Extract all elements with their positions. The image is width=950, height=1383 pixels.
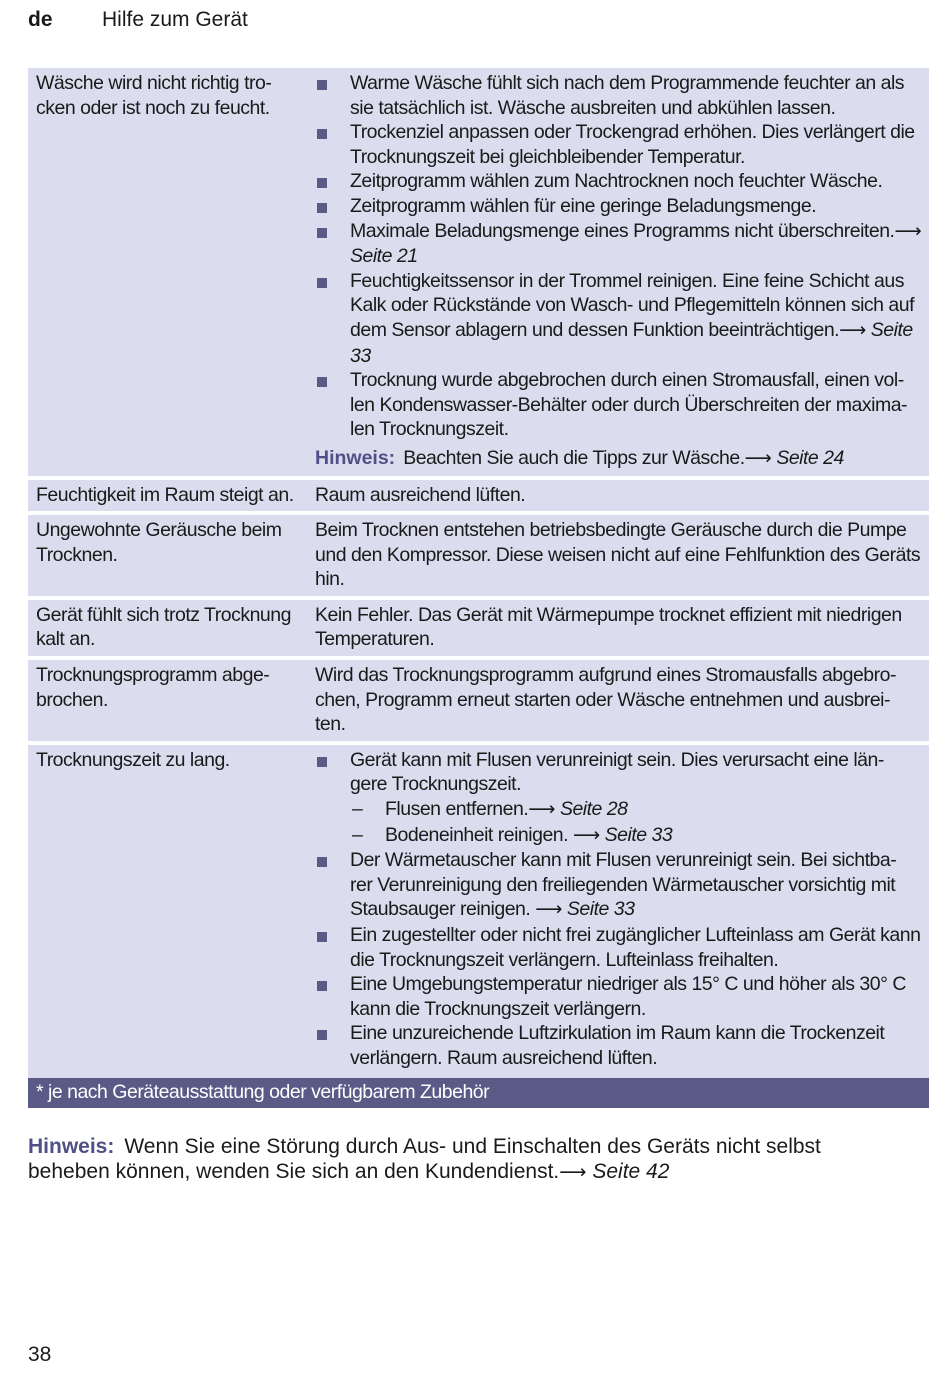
- list-item-text: Trocknung wurde abgebrochen durch einen Stromausfall, einen vol- len Kondenswasser-Behälter oder durch Überschreiten der maxima- len Trocknungszeit.: [350, 369, 908, 441]
- solution-text: Raum ausreichend lüften.: [315, 483, 526, 506]
- square-bullet-icon: [317, 981, 327, 991]
- square-bullet-icon: [317, 228, 327, 238]
- list-item: [315, 923, 923, 972]
- page-reference-link[interactable]: Seite 28: [559, 798, 628, 821]
- solution-text: Wird das Trocknungsprogramm aufgrund eines Stromausfalls abgebro- chen, Programm erneut starten oder Wäsche entnehmen und ausbrei- ten.: [315, 664, 896, 736]
- language-code: de: [28, 8, 53, 31]
- solution-text: Kein Fehler. Das Gerät mit Wärmepumpe trocknet effizient mit niedrigen Temperaturen.: [315, 603, 902, 651]
- list-item: [315, 194, 923, 219]
- square-bullet-icon: [317, 1030, 327, 1040]
- list-item: [315, 120, 923, 169]
- hint-text: Beachten Sie auch die Tipps zur Wäsche.: [403, 446, 745, 469]
- page-reference-link[interactable]: Seite 24: [776, 446, 844, 469]
- solution-cell: [307, 600, 929, 656]
- list-item: [315, 219, 923, 269]
- solution-list: [315, 71, 923, 442]
- solution-cell: [307, 745, 929, 1079]
- list-item-text: Zeitprogramm wählen zum Nachtrocknen noch feuchter Wäsche.: [350, 170, 883, 193]
- problem-cell: [28, 515, 307, 596]
- arrow-right-icon: ⟶: [528, 799, 556, 821]
- page-reference-link[interactable]: Seite 33: [350, 318, 913, 367]
- hint-label: Hinweis:: [315, 446, 396, 469]
- square-bullet-icon: [317, 129, 327, 139]
- table-row: [28, 660, 929, 741]
- solution-text: Beim Trocknen entstehen betriebsbedingte Geräusche durch die Pumpe und den Kompressor. Diese weisen nicht auf eine Fehlfunktion des Geräts hin.: [315, 519, 921, 591]
- dash-bullet: –: [352, 823, 363, 846]
- list-item-text: Flusen entfernen.: [385, 798, 529, 821]
- list-item: [315, 169, 923, 194]
- list-item: [315, 269, 923, 368]
- list-item-text: Eine unzureichende Luftzirkulation im Raum kann die Trockenzeit verlängern. Raum ausreichend lüften.: [350, 1022, 885, 1069]
- note-label: Hinweis:: [28, 1135, 115, 1158]
- list-item: [315, 1021, 923, 1070]
- problem-text: Trocknungsprogramm abge- brochen.: [36, 664, 270, 711]
- list-item-text: Eine Umgebungstemperatur niedriger als 15° C und höher als 30° C kann die Trocknungszeit verlängern.: [350, 973, 906, 1020]
- problem-cell: [28, 480, 307, 512]
- list-item-text: Warme Wäsche fühlt sich nach dem Programmende feuchter an als sie tatsächlich ist. Wäsche ausbreiten und abkühlen lassen.: [350, 72, 905, 119]
- square-bullet-icon: [317, 80, 327, 90]
- section-title: Hilfe zum Gerät: [102, 8, 248, 31]
- square-bullet-icon: [317, 178, 327, 188]
- problem-cell: [28, 68, 307, 476]
- list-item: [315, 848, 923, 923]
- list-item-text: Ein zugestellter oder nicht frei zugänglicher Lufteinlass am Gerät kann die Trocknungszeit verlängern. Lufteinlass freihalten.: [350, 924, 921, 971]
- page-reference-link[interactable]: Seite 21: [350, 245, 418, 268]
- problem-cell: [28, 745, 307, 1079]
- note-text: Wenn Sie eine Störung durch Aus- und Einschalten des Geräts nicht selbst beheben können, wenden Sie sich an den Kundendienst.: [28, 1135, 821, 1183]
- table-row: [28, 600, 929, 656]
- list-item-text: Zeitprogramm wählen für eine geringe Beladungsmenge.: [350, 194, 817, 217]
- sub-list-item: [350, 797, 923, 823]
- list-item-text: Bodeneinheit reinigen.: [385, 823, 573, 846]
- arrow-right-icon: ⟶: [894, 220, 922, 242]
- solution-list: [315, 748, 923, 1071]
- list-item: [315, 368, 923, 442]
- table-row: [28, 515, 929, 596]
- sub-list-item: [350, 823, 923, 849]
- table-footnote: * je nach Geräteausstattung oder verfügbarem Zubehör: [28, 1078, 929, 1108]
- square-bullet-icon: [317, 857, 327, 867]
- solution-cell: [307, 68, 929, 476]
- square-bullet-icon: [317, 203, 327, 213]
- arrow-right-icon: ⟶: [839, 319, 866, 341]
- problem-text: Wäsche wird nicht richtig tro- cken oder ist noch zu feucht.: [36, 72, 272, 119]
- square-bullet-icon: [317, 278, 327, 288]
- list-item-text: Trockenziel anpassen oder Trockengrad erhöhen. Dies verlängert die Trocknungszeit bei gleichbleibender Temperatur.: [350, 121, 915, 168]
- square-bullet-icon: [317, 932, 327, 942]
- list-item-text: Der Wärmetauscher kann mit Flusen verunreinigt sein. Bei sichtba- rer Verunreinigung den freiliegenden Wärmetauscher vorsichtig mit Staubsauger reinigen.: [350, 849, 897, 921]
- table-row: [28, 745, 929, 1079]
- troubleshooting-table: [28, 68, 929, 1108]
- list-item-text: Feuchtigkeitssensor in der Trommel reinigen. Eine feine Schicht aus Kalk oder Rückstände von Wasch- und Pflegemitteln können sich auf dem Sensor ablagern und dessen Funktion beeinträchtigen.: [350, 269, 915, 341]
- list-item-text: Maximale Beladungsmenge eines Programms nicht überschreiten.: [350, 219, 895, 242]
- arrow-right-icon: ⟶: [744, 447, 772, 469]
- problem-text: Feuchtigkeit im Raum steigt an.: [36, 483, 294, 506]
- arrow-right-icon: ⟶: [535, 899, 562, 921]
- hint-line: [315, 446, 923, 472]
- problem-text: Ungewohnte Geräusche beim Trocknen.: [36, 519, 282, 566]
- page-reference-link[interactable]: Seite 42: [592, 1160, 670, 1183]
- list-item: [315, 748, 923, 848]
- page-number: 38: [28, 1343, 52, 1366]
- solution-cell: [307, 515, 929, 596]
- page-reference-link[interactable]: Seite 33: [566, 898, 635, 921]
- problem-cell: [28, 660, 307, 741]
- arrow-right-icon: ⟶: [559, 1162, 587, 1183]
- problem-text: Trocknungszeit zu lang.: [36, 748, 230, 771]
- square-bullet-icon: [317, 757, 327, 767]
- table-row: [28, 480, 929, 512]
- problem-cell: [28, 600, 307, 656]
- page-reference-link[interactable]: Seite 33: [604, 823, 673, 846]
- table-row: [28, 68, 929, 476]
- list-item: [315, 71, 923, 120]
- solution-cell: [307, 480, 929, 512]
- arrow-right-icon: ⟶: [573, 824, 600, 846]
- problem-text: Gerät fühlt sich trotz Trocknung kalt an.: [36, 603, 291, 651]
- dash-bullet: –: [352, 798, 363, 821]
- solution-cell: [307, 660, 929, 741]
- list-item: [315, 972, 923, 1021]
- sub-list: [350, 797, 923, 848]
- square-bullet-icon: [317, 377, 327, 387]
- list-item-text: Gerät kann mit Flusen verunreinigt sein. Dies verursacht eine län- gere Trocknungszeit.: [350, 748, 884, 796]
- note-paragraph: [28, 1134, 908, 1185]
